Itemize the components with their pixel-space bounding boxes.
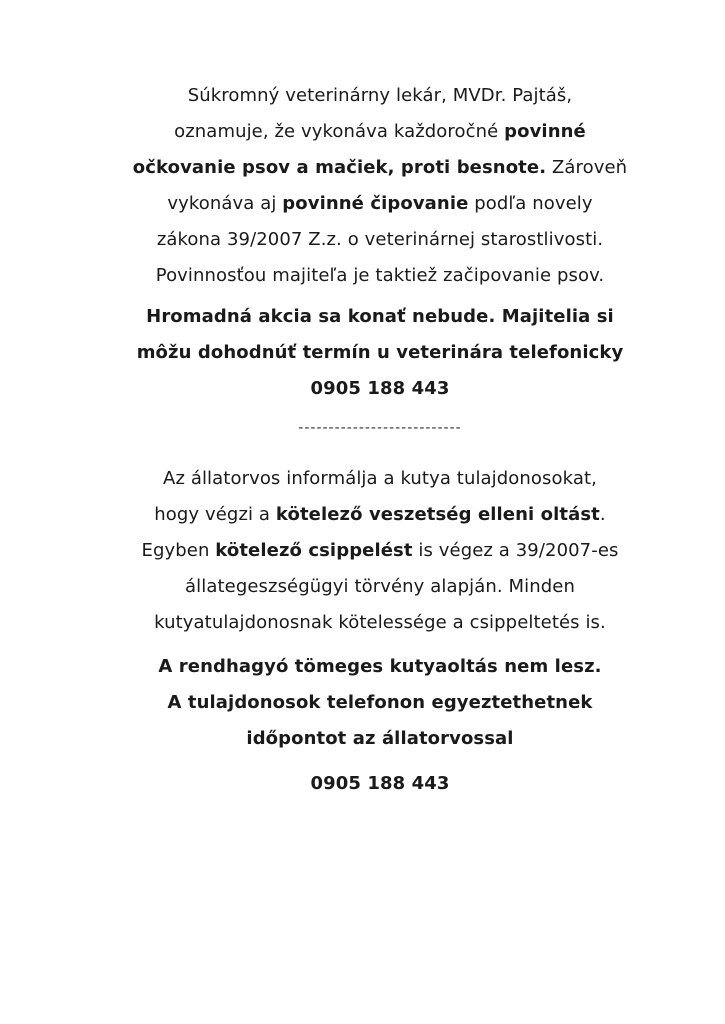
text-line — [60, 186, 700, 222]
text-span: Súkromný veterinárny lekár, MVDr. Pajtáš, — [187, 85, 573, 106]
text-span: podľa novely — [468, 193, 593, 214]
text-line — [60, 114, 700, 150]
text-line — [60, 461, 700, 497]
text-line — [60, 533, 700, 569]
text-line — [60, 78, 700, 114]
text-span: hogy végzi a — [154, 504, 276, 525]
bold-text: očkovanie psov a mačiek, proti besnote. — [132, 157, 547, 178]
slovak-intro-paragraph — [60, 78, 700, 294]
text-line: A tulajdonosok telefonon egyeztethetnek — [167, 692, 593, 713]
text-span: zákona 39/2007 Z.z. o veterinárnej starostlivosti. — [156, 229, 604, 250]
text-line: A rendhagyó tömeges kutyaoltás nem lesz. — [158, 656, 602, 677]
text-span: Zároveň — [546, 157, 628, 178]
text-line: Hromadná akcia sa konať nebude. Majitelia si — [146, 306, 614, 327]
text-span: oznamuje, že vykonáva každoročné — [174, 121, 505, 142]
text-span: Egyben — [141, 540, 216, 561]
text-span: vykonáva aj — [167, 193, 283, 214]
text-span: Povinnosťou majiteľa je taktiež začipovanie psov. — [155, 265, 605, 286]
text-span: . — [599, 504, 606, 525]
text-span: is végez a 39/2007-es — [412, 540, 619, 561]
hungarian-intro-paragraph — [60, 461, 700, 641]
text-line — [60, 258, 700, 294]
text-line: időpontot az állatorvossal — [246, 728, 514, 749]
text-span: Az állatorvos informálja a kutya tulajdonosokat, — [163, 468, 597, 489]
bold-text: povinné čipovanie — [282, 193, 469, 214]
text-span: állategeszségügyi törvény alapján. Minden — [185, 576, 575, 597]
slovak-phone-number: 0905 188 443 — [310, 378, 450, 399]
bold-text: kötelező veszetség elleni oltást — [275, 504, 600, 525]
text-line — [60, 222, 700, 258]
text-line — [60, 497, 700, 533]
section-divider: --------------------------- — [298, 420, 462, 436]
bold-text: povinné — [504, 121, 586, 142]
text-line: môžu dohodnúť termín u veterinára telefonicky — [136, 342, 624, 363]
text-line — [60, 605, 700, 641]
hungarian-phone-number: 0905 188 443 — [310, 773, 450, 794]
text-span: kutyatulajdonosnak kötelessége a csippeltetés is. — [154, 612, 606, 633]
slovak-notice-paragraph — [60, 299, 700, 407]
hungarian-notice-paragraph — [60, 649, 700, 757]
bold-text: kötelező csippelést — [215, 540, 413, 561]
text-line — [60, 569, 700, 605]
text-line — [60, 150, 700, 186]
